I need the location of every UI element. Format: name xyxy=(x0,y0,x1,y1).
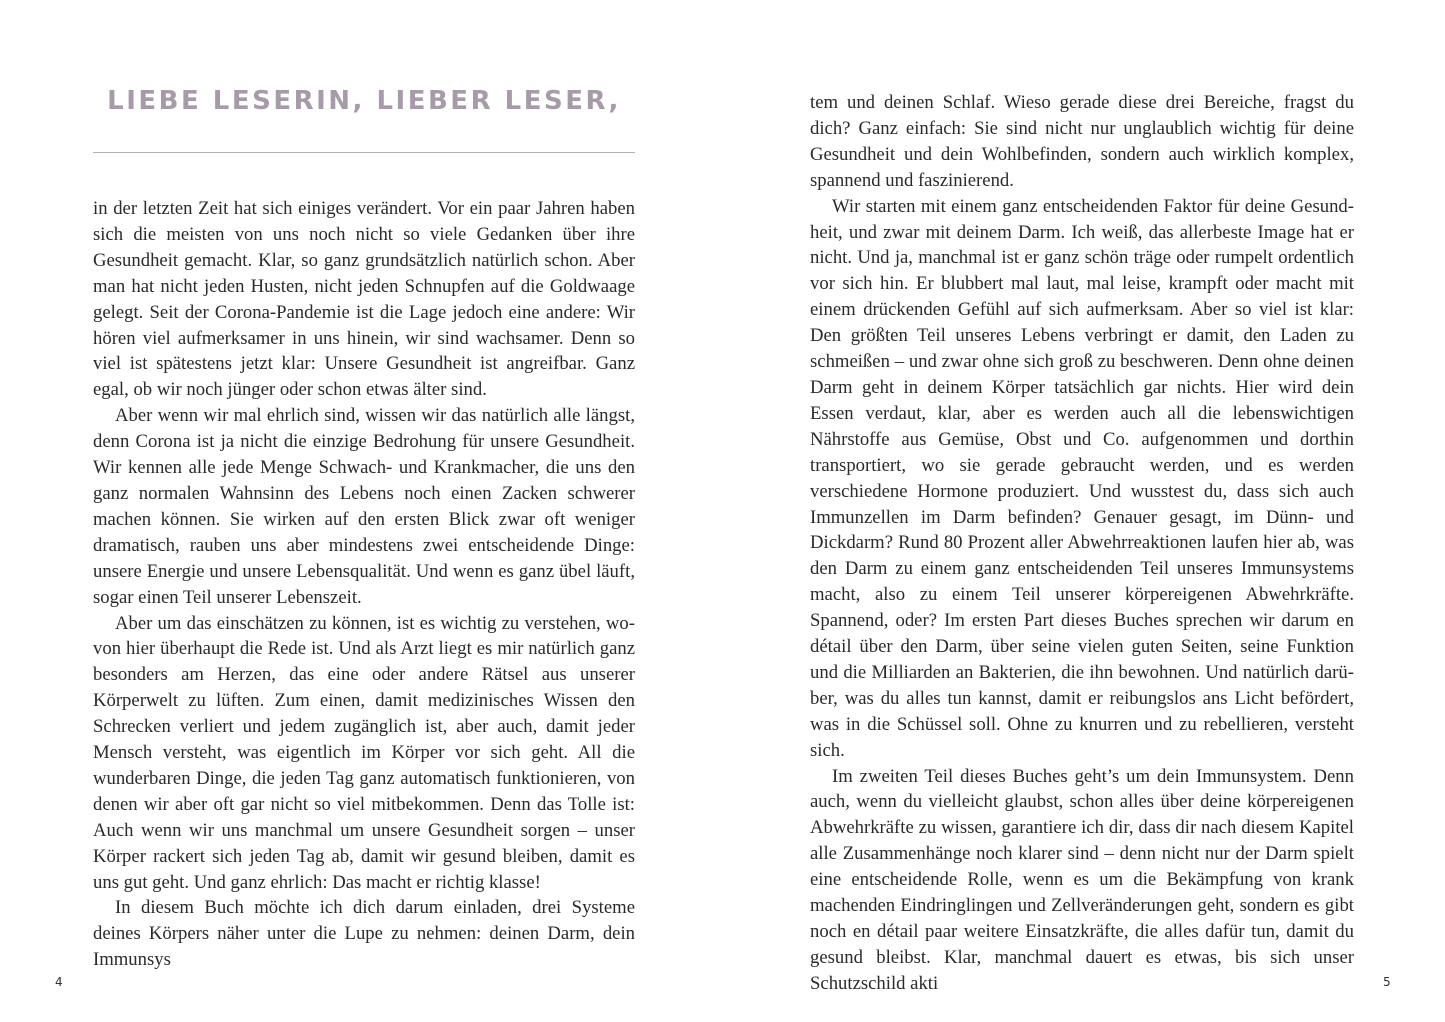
page-number: 4 xyxy=(55,975,63,989)
right-page xyxy=(722,0,1445,1022)
right-page-body xyxy=(810,90,1354,997)
page-number: 5 xyxy=(1383,975,1391,989)
chapter-heading: LIEBE LESERIN, LIEBER LESER, xyxy=(107,86,621,116)
paragraph: tem und deinen Schlaf. Wieso gerade diese drei Bereiche, fragst du dich? Ganz einfach: Sie sind nicht nur unglaublich wichtig für deine Gesundheit und dein Wohlbefinden, sondern auch wirklich komplex, spannend und faszinierend. xyxy=(810,92,1354,191)
left-page-body xyxy=(93,196,635,973)
paragraph: Aber wenn wir mal ehrlich sind, wissen wir das natürlich alle längst, denn Corona ist ja nicht die einzige Bedrohung für unsere Gesundheit. Wir kennen alle jede Menge Schwach- und Krankmacher, die uns den ganz normalen Wahnsinn des Lebens noch einen Zacken schwerer machen können. Sie wirken auf den ersten Blick zwar oft weniger dramatisch, rauben uns aber mindestens zwei entscheidende Dinge: unsere Energie und unsere Lebensqualität. Und wenn es ganz übel läuft, sogar einen Teil unserer Lebenszeit. xyxy=(93,405,635,608)
left-page xyxy=(0,0,722,1022)
paragraph: in der letzten Zeit hat sich einiges verändert. Vor ein paar Jahren haben sich die meisten von uns noch nicht so viele Gedanken über ihre Gesundheit gemacht. Klar, so ganz grundsätzlich natürlich schon. Aber man hat nicht jeden Husten, nicht jeden Schnupfen auf die Goldwaage gelegt. Seit der Corona-Pandemie ist die Lage jedoch eine andere: Wir hören viel aufmerksamer in uns hinein, wir sind wachsamer. Denn so viel ist spätestens jetzt klar: Unsere Gesundheit ist angreifbar. Ganz egal, ob wir noch jünger oder schon etwas älter sind. xyxy=(93,198,635,401)
paragraph: In diesem Buch möchte ich dich darum einladen, drei Systeme deines Körpers näher unter die Lupe zu nehmen: deinen Darm, dein Immunsys xyxy=(93,897,635,971)
heading-rule xyxy=(93,152,635,153)
paragraph: Im zweiten Teil dieses Buches geht’s um dein Immunsystem. Denn auch, wenn du vielleicht glaubst, schon alles über deine körpereigenen Abwehrkräfte zu wissen, garantiere ich dir, dass dir nach diesem Kapitel alle Zusammenhänge noch klarer sind – denn nicht nur der Darm spielt eine entscheidende Rolle, wenn es um die Bekämpfung von krank machenden Eindringlingen und Zellveränderungen geht, sondern es gibt noch en détail paar weitere Einsatzkräfte, die alles dafür tun, damit du gesund bleibst. Klar, manchmal dauert es etwas, bis sich unser Schutzschild akti xyxy=(810,765,1354,994)
paragraph: Wir starten mit einem ganz entscheidenden Faktor für deine Gesundheit, und zwar mit deinem Darm. Ich weiß, das allerbeste Image hat er nicht. Und ja, manchmal ist er ganz schön träge oder rumpelt ordentlich vor sich hin. Er blubbert mal laut, mal leise, krampft oder macht mit einem drückenden Gefühl auf sich aufmerksam. Aber so viel ist klar: Den größten Teil unseres Lebens verbringt er damit, den Laden zu schmeißen – und zwar ohne sich groß zu beschweren. Denn ohne deinen Darm geht in deinem Körper tatsächlich gar nichts. Hier wird dein Essen verdaut, klar, aber es werden auch all die lebenswichtigen Nährstoffe aus Gemüse, Obst und Co. aufgenommen und dorthin transportiert, wo sie gerade gebraucht werden, und es werden verschiedene Hormone produziert. Und wusstest du, dass sich auch Immunzellen im Darm befinden? Genauer gesagt, im Dünn- und Dickdarm? Rund 80 Prozent aller Abwehrreaktionen laufen hier ab, was den Darm zu einem ganz entscheidenden Teil unseres Immunsystems macht, also zu einem Teil unserer körpereigenen Abwehrkräfte. Spannend, oder? Im ersten Part dieses Buches sprechen wir darum en détail über den Darm, über seine vielen guten Seiten, seine Funktion und die Milliarden an Bakterien, die ihn bewohnen. Und natürlich darüber, was du alles tun kannst, damit er reibungslos ans Licht befördert, was in die Schüssel soll. Ohne zu knurren und zu rebellieren, versteht sich. xyxy=(810,195,1354,761)
paragraph: Aber um das einschätzen zu können, ist es wichtig zu verstehen, wovon hier überhaupt die Rede ist. Und als Arzt liegt es mir natürlich ganz besonders am Herzen, das eine oder andere Rätsel aus unserer Körperwelt zu lüften. Zum einen, damit medizinisches Wissen den Schrecken verliert und jedem zugänglich ist, aber auch, damit jeder Mensch versteht, was eigentlich im Körper vor sich geht. All die wunderbaren Dinge, die jeden Tag ganz automatisch funktionieren, von denen wir aber oft gar nicht so viel mitbekommen. Denn das Tolle ist: Auch wenn wir uns manchmal um unsere Gesundheit sorgen – unser Körper rackert sich jeden Tag ab, damit wir gesund bleiben, damit es uns gut geht. Und ganz ehrlich: Das macht er richtig klasse! xyxy=(93,612,635,893)
